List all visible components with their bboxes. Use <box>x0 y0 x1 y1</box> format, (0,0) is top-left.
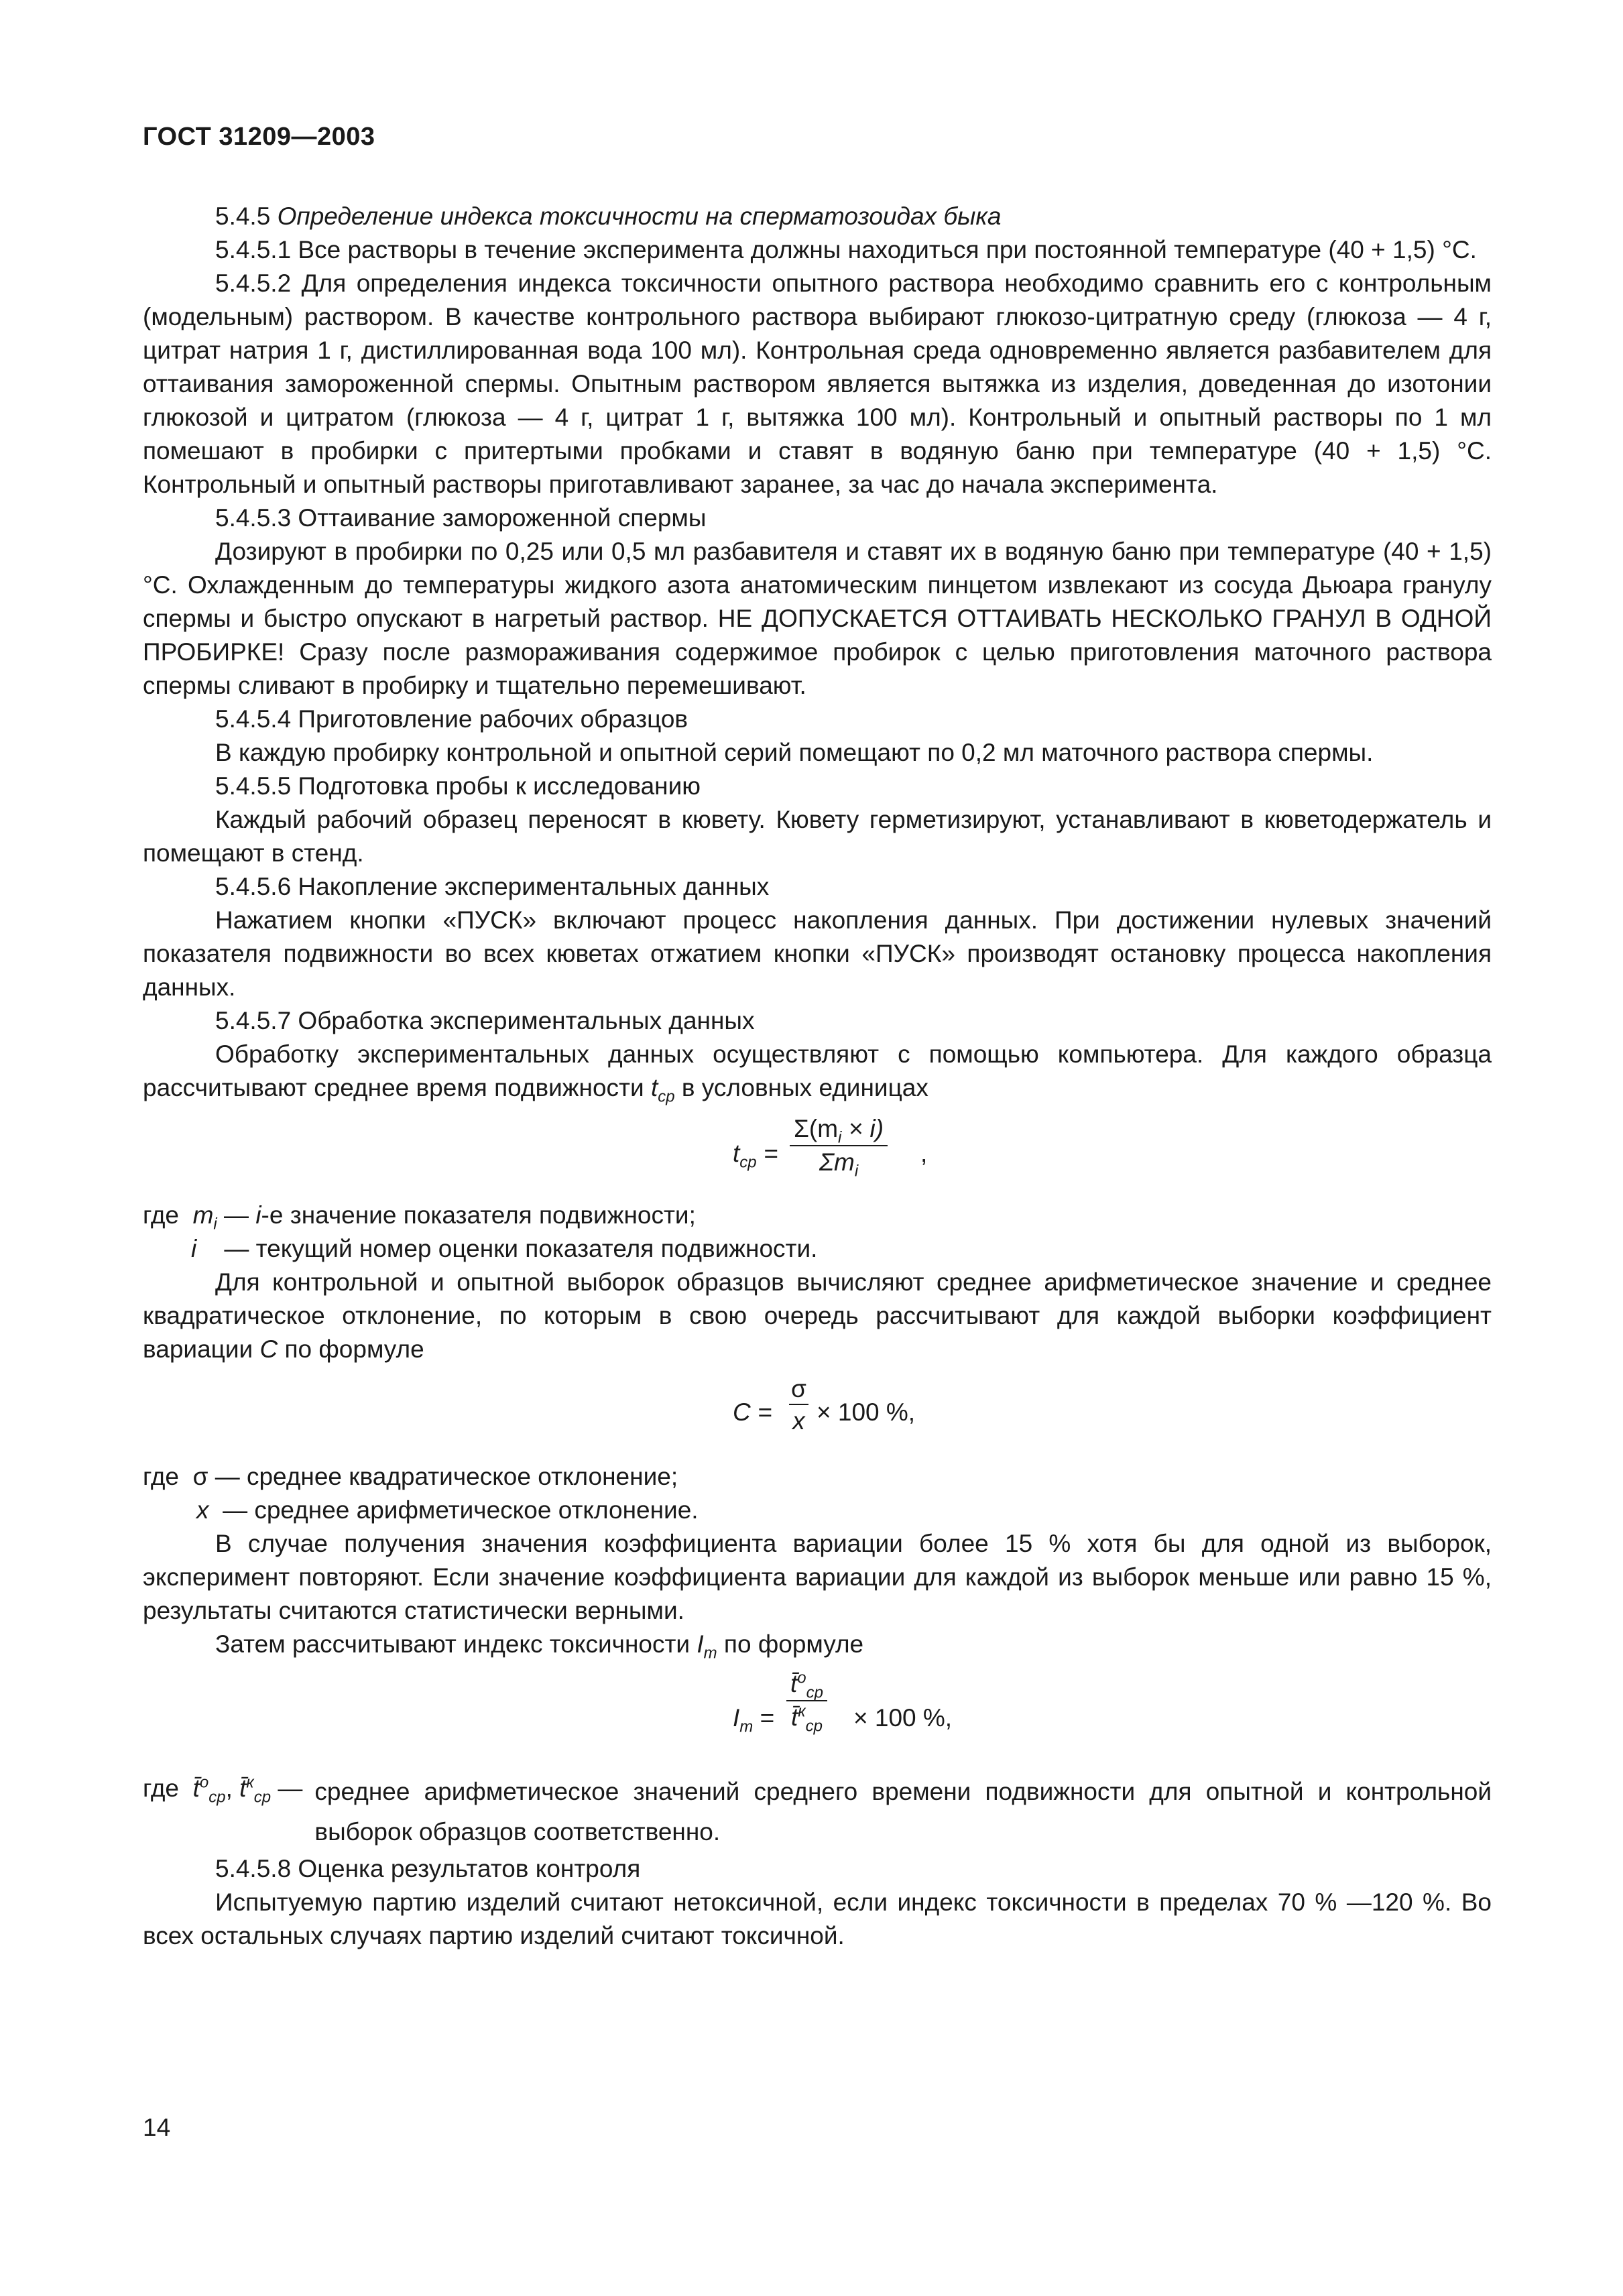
formula1-numerator: $\Sigma(m_i \times i)$ <box>790 1114 888 1146</box>
formula3-denominator: t̄$^к_{ср}$ <box>791 1702 823 1736</box>
formula1-fraction <box>790 1114 888 1181</box>
paragraph-case: В случае получения значения коэффициента вариации более 15 % хотя бы для одной из выборок, эксперимент повторяют. Если значение коэффициента вариации для каждой из выборок меньше или равно 15 %, результаты считаются статистически верными. <box>143 1530 1492 1624</box>
heading-5-4-5-5: 5.4.5.5 Подготовка пробы к исследованию <box>215 772 701 800</box>
formula3-tail: × 100 %, <box>853 1704 953 1732</box>
paragraph-5-4-5-4: В каждую пробирку контрольной и опытной серий помещают по 0,2 мл маточного раствора спермы. <box>215 739 1374 766</box>
symbol-t-sr: $t_{ср}$ <box>650 1074 675 1106</box>
paragraph-5-4-5-6: Нажатием кнопки «ПУСК» включают процесс накопления данных. При достижении нулевых значений показателя подвижности во всех кюветах отжатием кнопки «ПУСК» производят остановку процесса накопления данных. <box>143 906 1492 1001</box>
paragraph-5-4-5-1: 5.4.5.1 Все растворы в течение эксперимента должны находиться при постоянной температуре (40 + 1,5) °С. <box>215 236 1477 263</box>
heading-5-4-5-8: 5.4.5.8 Оценка результатов контроля <box>215 1855 641 1882</box>
paragraph-variation: Для контрольной и опытной выборок образцов вычисляют среднее арифметическое значение и среднее квадратическое отклонение, по которым в свою очередь рассчитывают для каждой выборки коэффициент вариации С по формуле <box>143 1268 1492 1363</box>
where-block-3: где t̄$^о_{ср}$, t̄$^к_{ср}$ — среднее арифметическое значений среднего времени подвижности для опытной и контрольной выборок образцов соответственно. <box>143 1772 1492 1852</box>
formula1-comma: , <box>920 1140 928 1167</box>
where2-symbol-sigma: σ <box>192 1463 208 1490</box>
formula2-numerator: σ <box>789 1374 808 1405</box>
heading-5-4-5-6: 5.4.5.6 Накопление экспериментальных данных <box>215 873 770 900</box>
formula-index <box>143 1661 1492 1772</box>
formula3-lhs: $I_т$ = <box>733 1704 775 1736</box>
formula-variation <box>143 1366 1492 1460</box>
paragraph-5-4-5-5: Каждый рабочий образец переносят в кювету. Кювету герметизируют, устанавливают в кюветодержатель и помещают в стенд. <box>143 806 1492 867</box>
paragraph-5-4-5-8: Испытуемую партию изделий считают нетоксичной, если индекс токсичности в пределах 70 % —120 %. Во всех остальных случаях партию изделий считают токсичной. <box>143 1888 1492 1949</box>
document-header: ГОСТ 31209—2003 <box>143 123 375 151</box>
formula2-tail: × 100 %, <box>817 1398 916 1426</box>
formula2-denominator: x <box>792 1407 805 1435</box>
where3-symbol-t-k: t̄$^к_{ср}$ <box>239 1773 272 1807</box>
body-text <box>143 200 1492 1953</box>
where-block-1: где $m_i$ — i-е значение показателя подвижности; i — текущий номер оценки показателя подвижности. <box>143 1201 818 1262</box>
where2-symbol-x: x <box>196 1496 209 1524</box>
symbol-index: $I_т$ <box>697 1630 717 1663</box>
paragraph-5-4-5-2: 5.4.5.2 Для определения индекса токсичности опытного раствора необходимо сравнить его с контрольным (модельным) раствором. В качестве контрольного раствора выбирают глюкозо-цитратную среду (глюкоза — 4 г, цитрат натрия 1 г, дистиллированная вода 100 мл). Контрольная среда одновременно является разбавителем для оттаивания замороженной спермы. Опытным раствором является вытяжка из изделия, доведенная до изотонии глюкозой и цитратом (глюкоза — 4 г, цитрат 1 г, вытяжка 100 мл). Контрольный и опытный растворы по 1 мл помешают в пробирки с притертыми пробками и ставят в водяную баню при температуре (40 + 1,5) °С. Контрольный и опытный растворы приготавливают заранее, за час до начала эксперимента. <box>143 269 1492 498</box>
heading-5-4-5-3: 5.4.5.3 Оттаивание замороженной спермы <box>215 504 707 532</box>
formula1-lhs: $t_{ср}$ = <box>733 1140 778 1172</box>
formula2-lhs: С = <box>733 1398 772 1426</box>
formula3-numerator: t̄$^о_{ср}$ <box>786 1669 827 1701</box>
where3-description: среднее арифметическое значений среднего времени подвижности для опытной и контрольной выборок образцов соответственно. <box>314 1778 1492 1846</box>
where1-symbol-i: i <box>191 1235 197 1262</box>
formula2-fraction <box>789 1374 808 1436</box>
page-number: 14 <box>143 2114 171 2141</box>
where1-symbol-mi: $m_i$ <box>192 1201 217 1233</box>
section-title-text: Определение индекса токсичности на сперматозоидах быка <box>277 202 1002 230</box>
heading-5-4-5-4: 5.4.5.4 Приготовление рабочих образцов <box>215 705 688 733</box>
paragraph-index: Затем рассчитывают индекс токсичности $I_т$ по формуле <box>215 1630 864 1663</box>
paragraph-5-4-5-7: Обработку экспериментальных данных осуществляют с помощью компьютера. Для каждого образца рассчитывают среднее время подвижности $t_{ср}$ в условных единицах <box>143 1040 1492 1106</box>
formula-mean-time <box>143 1105 1492 1199</box>
where3-symbol-t-o: t̄$^о_{ср}$ <box>192 1773 226 1807</box>
section-title: 5.4.5 Определение индекса токсичности на сперматозоидах быка <box>215 202 1002 230</box>
where-block-2: где σ — среднее квадратическое отклонение; x — среднее арифметическое отклонение. <box>143 1463 699 1524</box>
formula3-fraction <box>786 1669 827 1736</box>
paragraph-5-4-5-3: Дозируют в пробирки по 0,25 или 0,5 мл разбавителя и ставят их в водяную баню при температуре (40 + 1,5) °С. Охлажденным до температуры жидкого азота анатомическим пинцетом извлекают из сосуда Дьюара гранулу спермы и быстро опускают в нагретый раствор. НЕ ДОПУСКАЕТСЯ ОТТАИВАТЬ НЕСКОЛЬКО ГРАНУЛ В ОДНОЙ ПРОБИРКЕ! Сразу после размораживания содержимое пробирок с целью приготовления маточного раствора спермы сливают в пробирку и тщательно перемешивают. <box>143 538 1492 699</box>
formula1-denominator: $\Sigma m_i$ <box>819 1148 859 1181</box>
heading-5-4-5-7: 5.4.5.7 Обработка экспериментальных данных <box>215 1007 755 1034</box>
